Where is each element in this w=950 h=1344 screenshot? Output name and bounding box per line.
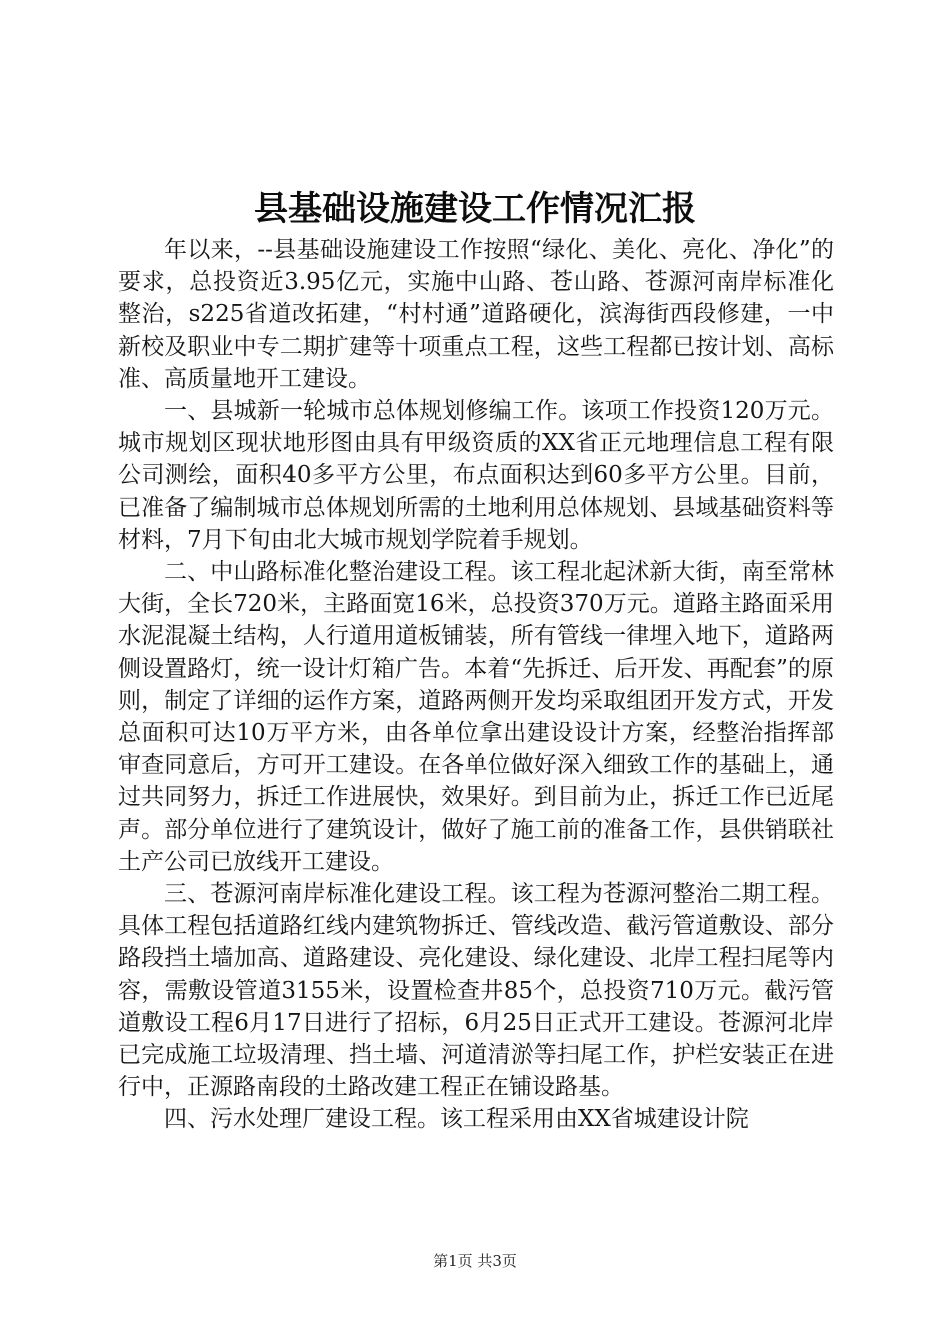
paragraph-section-4: 四、污水处理厂建设工程。该工程采用由XX省城建设计院 [164, 1106, 749, 1133]
paragraph-section-3: 三、苍源河南岸标准化建设工程。该工程为苍源河整治二期工程。具体工程包括道路红线内建筑物拆迁、管线改造、截污管道敷设、部分路段挡土墙加高、道路建设、亮化建设、绿化建设、北岸工程扫尾等内容，需敷设管道3155米，设置检查井85个，总投资710万元。截污管道敷设工程6月17日进行了招标，6月25日正式开工建设。苍源河北岸已完成施工垃圾清理、挡土墙、河道清淤等扫尾工作，护栏安装正在进行中，正源路南段的土路改建工程正在铺设路基。 [118, 881, 834, 1101]
document-body [118, 234, 834, 1136]
paragraph-section-1: 一、县城新一轮城市总体规划修编工作。该项工作投资120万元。城市规划区现状地形图由具有甲级资质的XX省正元地理信息工程有限公司测绘，面积40多平方公里，布点面积达到60多平方公里。目前，已准备了编制城市总体规划所需的土地利用总体规划、县域基础资料等材料，7月下旬由北大城市规划学院着手规划。 [118, 398, 834, 553]
paragraph-intro: 年以来，--县基础设施建设工作按照“绿化、美化、亮化、净化”的要求，总投资近3.95亿元，实施中山路、苍山路、苍源河南岸标准化整治，s225省道改拓建，“村村通”道路硬化，滨海街西段修建，一中新校及职业中专二期扩建等十项重点工程，这些工程都已按计划、高标准、高质量地开工建设。 [118, 237, 834, 392]
document-title: 县基础设施建设工作情况汇报 [254, 189, 696, 229]
paragraph-section-2: 二、中山路标准化整治建设工程。该工程北起沭新大街，南至常林大街，全长720米，主路面宽16米，总投资370万元。道路主路面采用水泥混凝土结构，人行道用道板铺装，所有管线一律埋入地下，道路两侧设置路灯，统一设计灯箱广告。本着“先拆迁、后开发、再配套”的原则，制定了详细的运作方案，道路两侧开发均采取组团开发方式，开发总面积可达10万平方米，由各单位拿出建设设计方案，经整治指挥部审查同意后，方可开工建设。在各单位做好深入细致工作的基础上，通过共同努力，拆迁工作进展快，效果好。到目前为止，拆迁工作已近尾声。部分单位进行了建筑设计，做好了施工前的准备工作，县供销联社土产公司已放线开工建设。 [118, 559, 834, 875]
page-number-footer: 第1页 共3页 [433, 1252, 517, 1270]
